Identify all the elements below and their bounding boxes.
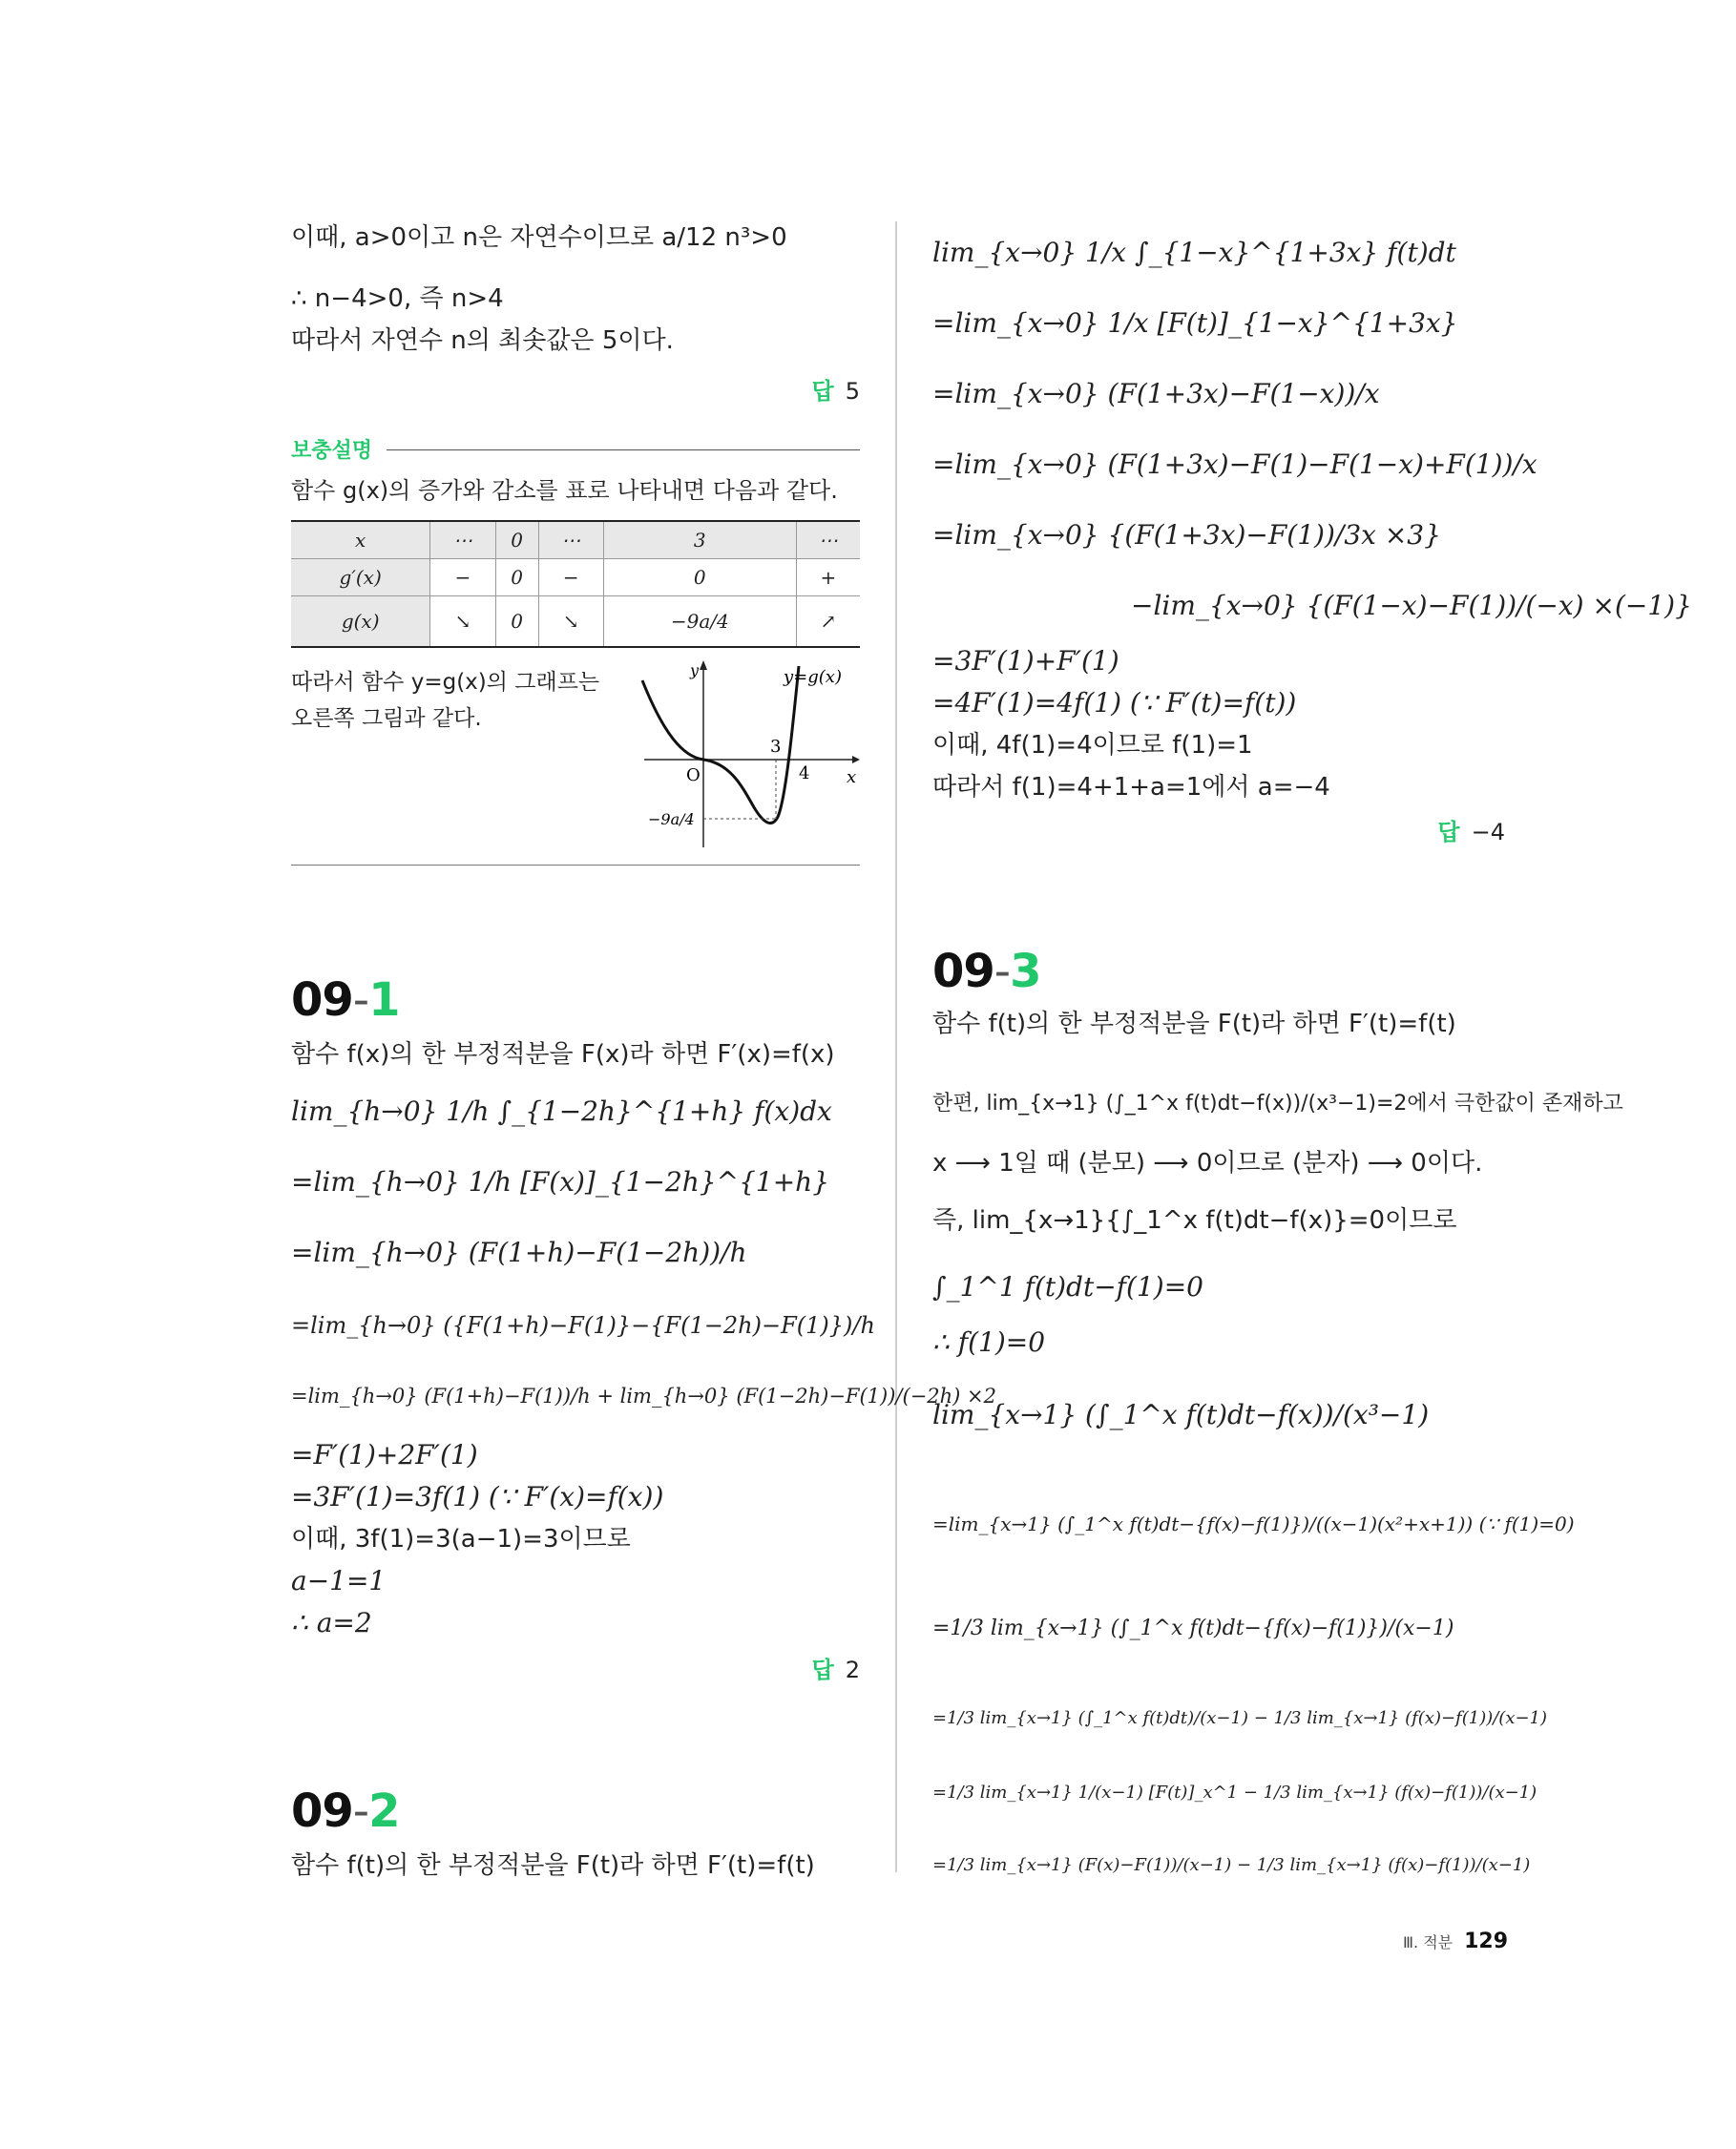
s091-line-3: =lim_{h→0} (F(1+h)−F(1−2h))/h [291, 1237, 747, 1268]
r-top-line-9: 따라서 f(1)=4+1+a=1에서 a=−4 [932, 773, 1330, 802]
s093-line-2: x ⟶ 1일 때 (분모) ⟶ 0이므로 (분자) ⟶ 0이다. [932, 1149, 1483, 1178]
r-top-line-1: =lim_{x→0} 1/x [F(t)]_{1−x}^{1+3x} [932, 307, 1458, 339]
increase-decrease-table [291, 520, 860, 648]
table-cell: 3 [603, 521, 796, 559]
y-axis-label: y [690, 661, 700, 679]
table-cell: 0 [495, 521, 538, 559]
intro-line-3: 따라서 자연수 n의 최솟값은 5이다. [291, 326, 674, 355]
s091-line-7: =3F′(1)=3f(1) (∵ F′(x)=f(x)) [291, 1481, 664, 1513]
intro-line-1: 이때, a>0이고 n은 자연수이므로 a/12 n³>0 [291, 223, 787, 252]
g-graph [635, 657, 860, 847]
table-cell: ↘ [430, 596, 495, 648]
r-top-line-7: =4F′(1)=4f(1) (∵ F′(t)=f(t)) [932, 687, 1297, 719]
x-axis-arrow [852, 756, 860, 763]
table-cell: 0 [603, 559, 796, 596]
graph-text-2: 오른쪽 그림과 같다. [291, 706, 482, 731]
s091-line-8: 이때, 3f(1)=3(a−1)=3이므로 [291, 1525, 631, 1554]
footer-section: Ⅲ. 적분 [1403, 1933, 1454, 1951]
s093-line-4: ∫_1^1 f(t)dt−f(1)=0 [932, 1271, 1203, 1303]
x-axis-label: x [847, 767, 857, 787]
s093-line-5: ∴ f(1)=0 [932, 1326, 1046, 1358]
s093-line-11: =1/3 lim_{x→1} (F(x)−F(1))/(x−1) − 1/3 lim_{x→1} (f(x)−f(1))/(x−1) [932, 1855, 1531, 1875]
s091-line-5: =lim_{h→0} (F(1+h)−F(1))/h + lim_{h→0} (F(1−2h)−F(1))/(−2h) ×2 [291, 1385, 996, 1408]
heading-09-1: 09-1 [291, 973, 400, 1027]
r-top-line-5: −lim_{x→0} {(F(1−x)−F(1))/(−x) ×(−1)} [1131, 590, 1692, 621]
answer-value: 5 [845, 378, 860, 405]
table-cell: + [796, 559, 860, 596]
heading-prefix: 09 [932, 945, 994, 998]
table-cell: ⋯ [430, 521, 495, 559]
s093-line-3: 즉, lim_{x→1}{∫_1^x f(t)dt−f(x)}=0이므로 [932, 1206, 1457, 1235]
table-cell: 0 [495, 559, 538, 596]
r-top-line-3: =lim_{x→0} (F(1+3x)−F(1)−F(1−x)+F(1))/x [932, 449, 1537, 480]
supplement-text: 함수 g(x)의 증가와 감소를 표로 나타내면 다음과 같다. [291, 477, 838, 504]
tick-4-label: 4 [799, 763, 810, 783]
y-axis-arrow [700, 660, 707, 670]
column-divider [895, 221, 897, 1872]
intro-line-2: ∴ n−4>0, 즉 n>4 [291, 284, 504, 313]
tick-3-label: 3 [770, 737, 782, 757]
page-footer [1403, 1930, 1508, 1953]
table-cell: ⋯ [796, 521, 860, 559]
table-cell: − [538, 559, 603, 596]
table-cell: 0 [495, 596, 538, 648]
r-top-line-4: =lim_{x→0} {(F(1+3x)−F(1))/3x ×3} [932, 519, 1441, 551]
answer-value: 2 [845, 1657, 860, 1683]
s093-line-10: =1/3 lim_{x→1} 1/(x−1) [F(t)]_x^1 − 1/3 lim_{x→1} (f(x)−f(1))/(x−1) [932, 1783, 1537, 1803]
page-number: 129 [1464, 1930, 1509, 1953]
answer-label: 답 [1437, 819, 1460, 845]
table-cell: ⋯ [538, 521, 603, 559]
heading-number: 2 [368, 1784, 400, 1838]
section-rule [291, 865, 860, 866]
s093-line-6: lim_{x→1} (∫_1^x f(t)dt−f(x))/(x³−1) [932, 1399, 1430, 1430]
r-top-line-8: 이때, 4f(1)=4이므로 f(1)=1 [932, 731, 1253, 760]
heading-number: 1 [368, 973, 400, 1027]
curve-label: y=g(x) [784, 667, 842, 687]
s091-line-10: ∴ a=2 [291, 1607, 372, 1638]
s093-line-1: 한편, lim_{x→1} (∫_1^x f(t)dt−f(x))/(x³−1)=2에서 극한값이 존재하고 [932, 1092, 1623, 1116]
s091-line-6: =F′(1)+2F′(1) [291, 1439, 478, 1471]
s093-line-9: =1/3 lim_{x→1} (∫_1^x f(t)dt)/(x−1) − 1/3 lim_{x→1} (f(x)−f(1))/(x−1) [932, 1708, 1548, 1728]
supplement-rule [387, 449, 860, 450]
s093-line-0: 함수 f(t)의 한 부정적분을 F(t)라 하면 F′(t)=f(t) [932, 1010, 1456, 1038]
s091-line-1: lim_{h→0} 1/h ∫_{1−2h}^{1+h} f(x)dx [291, 1095, 832, 1127]
r-top-line-2: =lim_{x→0} (F(1+3x)−F(1−x))/x [932, 378, 1380, 409]
s091-line-9: a−1=1 [291, 1565, 387, 1596]
s092-line-0: 함수 f(t)의 한 부정적분을 F(t)라 하면 F′(t)=f(t) [291, 1851, 815, 1880]
table-cell: x [291, 521, 430, 559]
origin-label: O [686, 765, 701, 785]
graph-text-1: 따라서 함수 y=g(x)의 그래프는 [291, 670, 600, 695]
s091-line-2: =lim_{h→0} 1/h [F(x)]_{1−2h}^{1+h} [291, 1166, 830, 1198]
answer-value: −4 [1471, 819, 1505, 845]
min-value-label: −9a/4 [648, 810, 695, 828]
answer-label: 답 [811, 1657, 834, 1683]
heading-number: 3 [1010, 945, 1041, 998]
s093-line-7: =lim_{x→1} (∫_1^x f(t)dt−{f(x)−f(1)})/((x−1)(x²+x+1)) (∵ f(1)=0) [932, 1513, 1575, 1535]
s091-line-0: 함수 f(x)의 한 부정적분을 F(x)라 하면 F′(x)=f(x) [291, 1040, 835, 1069]
s093-line-8: =1/3 lim_{x→1} (∫_1^x f(t)dt−{f(x)−f(1)})/(x−1) [932, 1617, 1454, 1640]
answer-1 [812, 372, 860, 406]
r-top-line-6: =3F′(1)+F′(1) [932, 645, 1119, 677]
heading-09-3: 09-3 [932, 945, 1041, 998]
s091-line-4: =lim_{h→0} ({F(1+h)−F(1)}−{F(1−2h)−F(1)})/h [291, 1312, 875, 1339]
table-cell: − [430, 559, 495, 596]
table-cell: g′(x) [291, 559, 430, 596]
answer-09-1 [812, 1651, 860, 1684]
heading-09-2: 09-2 [291, 1784, 400, 1838]
heading-prefix: 09 [291, 1784, 353, 1838]
supplement-title: 보충설명 [291, 439, 373, 463]
table-cell: ↗ [796, 596, 860, 648]
table-cell: −9a/4 [603, 596, 796, 648]
r-top-line-0: lim_{x→0} 1/x ∫_{1−x}^{1+3x} f(t)dt [932, 237, 1456, 268]
table-cell: ↘ [538, 596, 603, 648]
supplement-header [291, 434, 860, 467]
heading-prefix: 09 [291, 973, 353, 1027]
answer-09-2 [1437, 813, 1505, 846]
table-cell: g(x) [291, 596, 430, 648]
answer-label: 답 [811, 378, 834, 405]
